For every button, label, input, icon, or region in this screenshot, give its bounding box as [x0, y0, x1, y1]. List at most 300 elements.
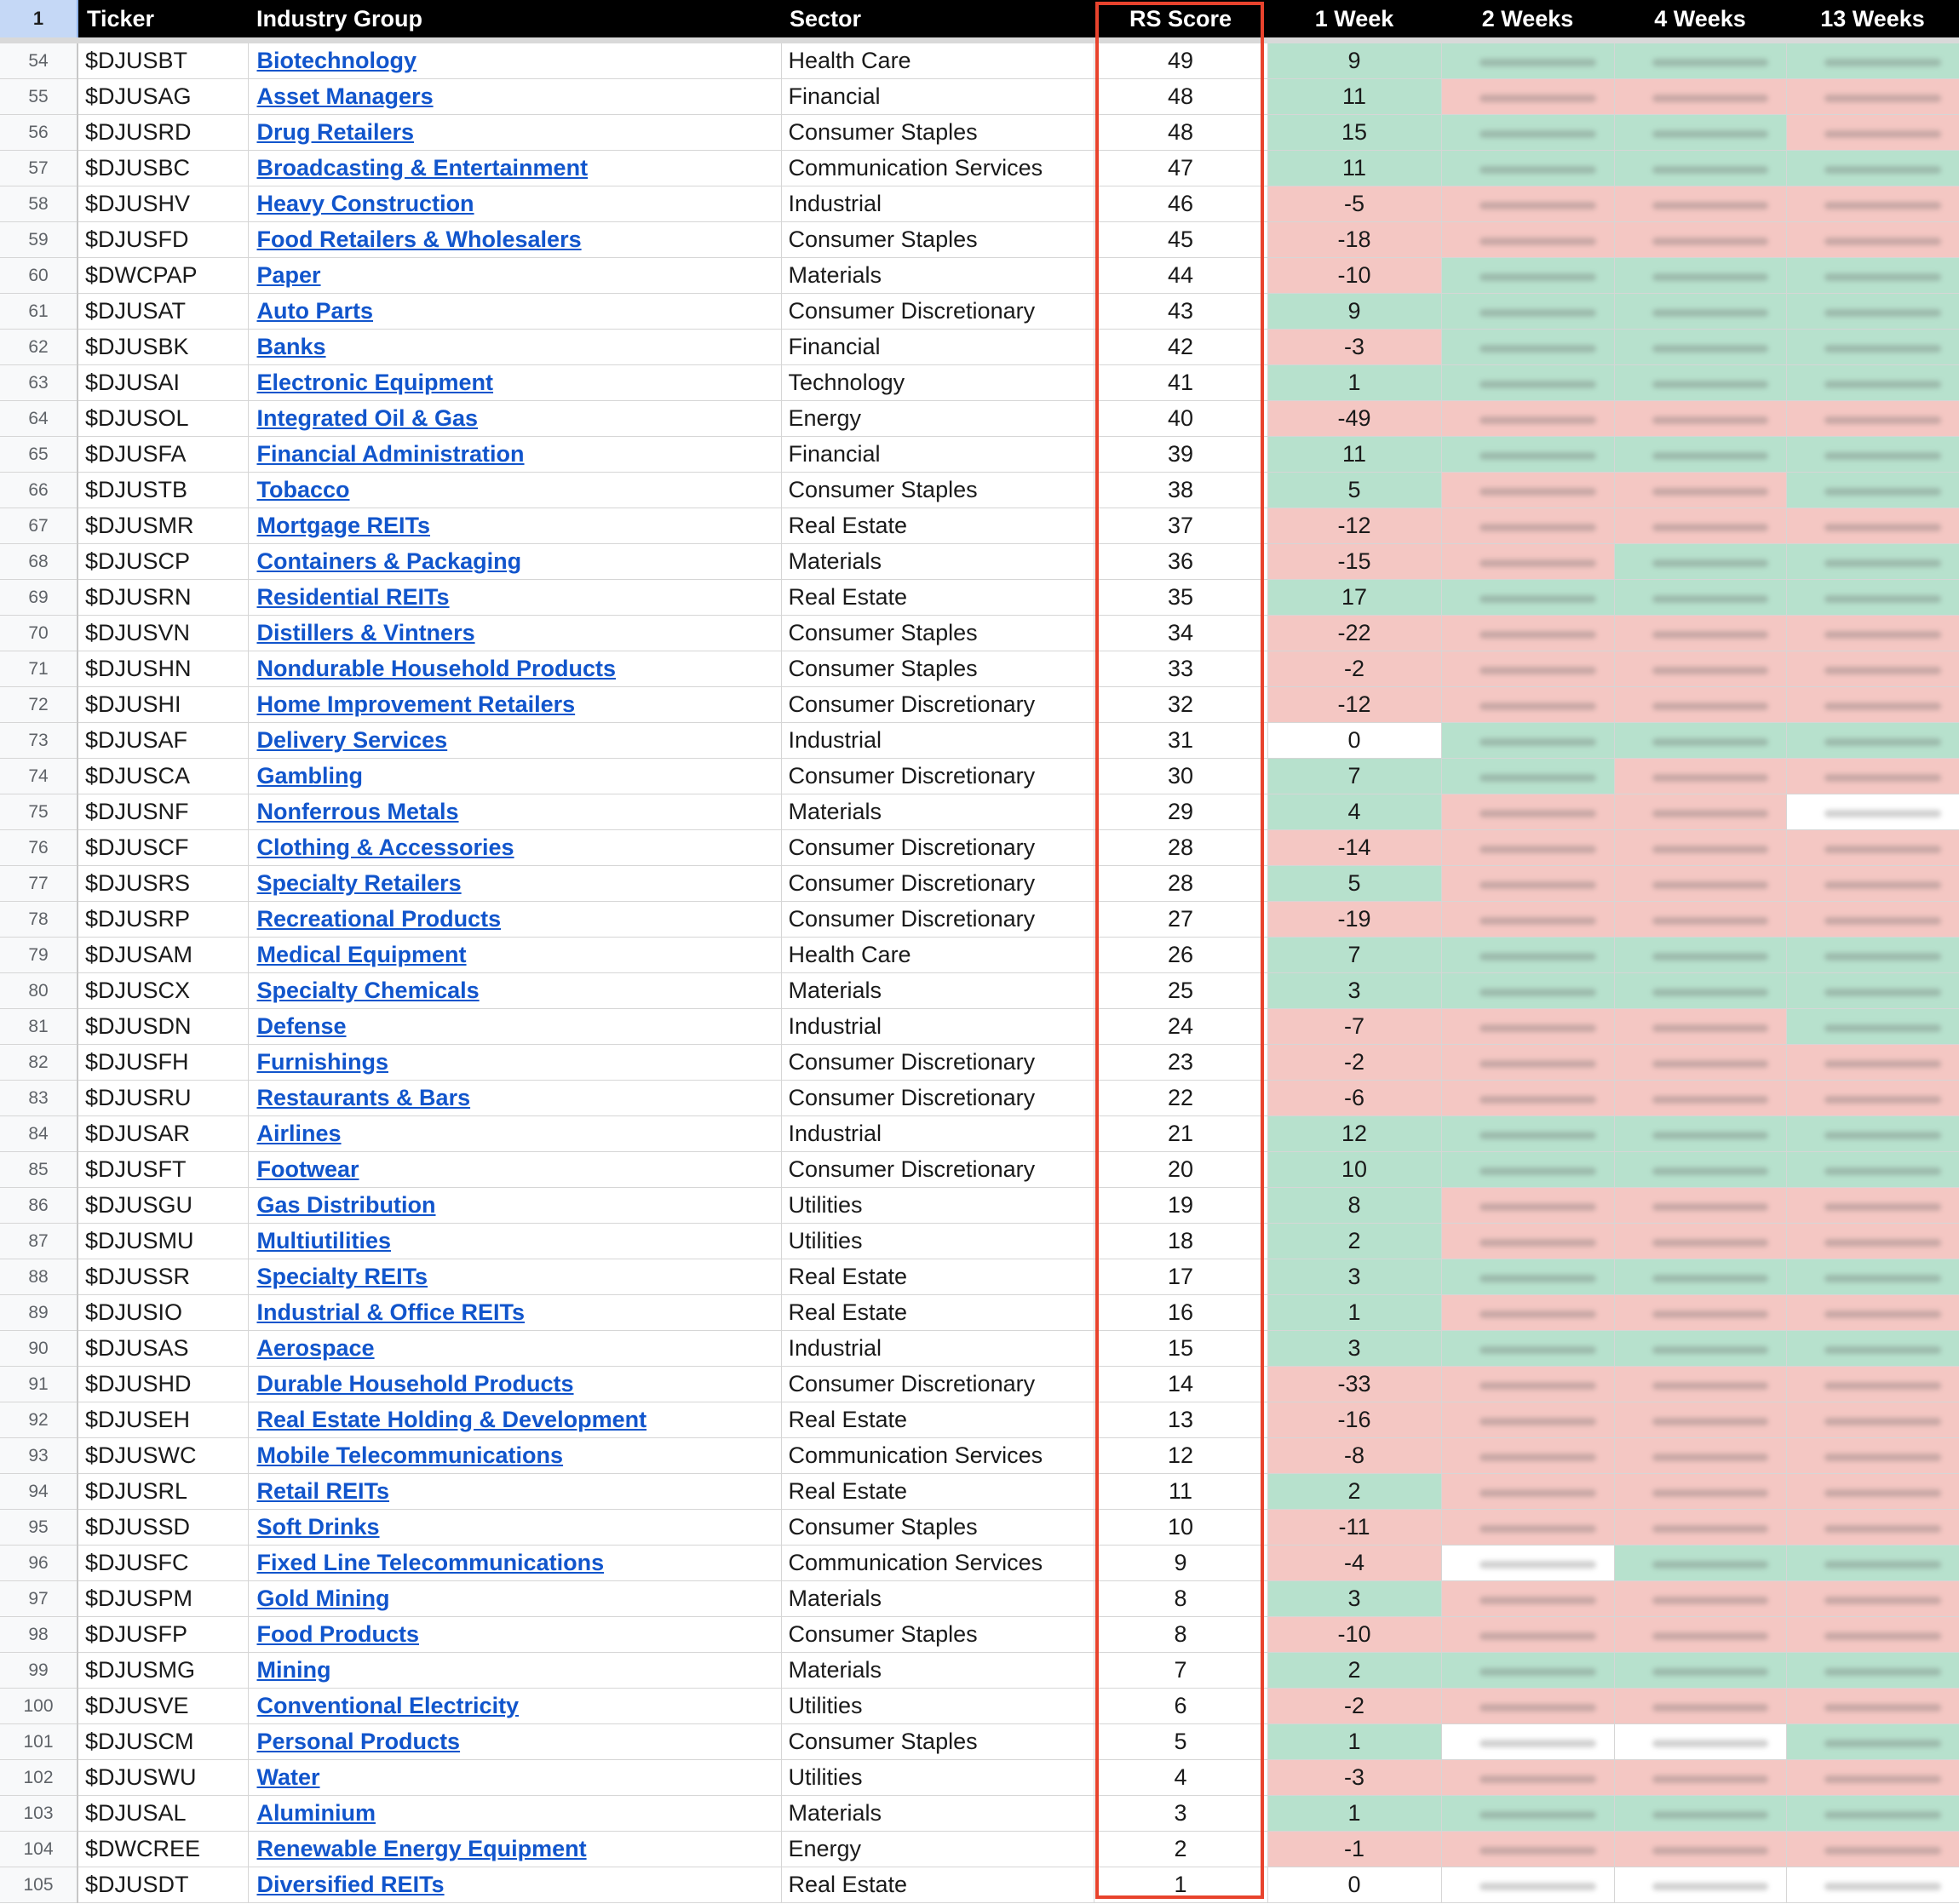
13-weeks-blurred-cell[interactable] — [1786, 294, 1959, 330]
sector-cell[interactable]: Consumer Staples — [781, 115, 1094, 151]
13-weeks-header[interactable]: 13 Weeks — [1786, 0, 1959, 41]
industry-group-link[interactable]: Biotechnology — [256, 48, 417, 73]
4-weeks-blurred-cell[interactable] — [1614, 1510, 1786, 1546]
row-number[interactable]: 63 — [0, 365, 78, 401]
sector-header[interactable]: Sector — [781, 0, 1094, 41]
sector-cell[interactable]: Real Estate — [781, 1867, 1094, 1903]
row-number[interactable]: 101 — [0, 1724, 78, 1760]
row-number[interactable]: 70 — [0, 616, 78, 651]
2-weeks-blurred-cell[interactable] — [1441, 687, 1614, 723]
industry-group-cell[interactable] — [248, 1689, 781, 1724]
ticker-cell[interactable]: $DJUSAT — [78, 294, 248, 330]
13-weeks-blurred-cell[interactable] — [1786, 794, 1959, 830]
industry-group-link[interactable]: Conventional Electricity — [256, 1693, 520, 1718]
4-weeks-blurred-cell[interactable] — [1614, 473, 1786, 508]
row-number[interactable]: 75 — [0, 794, 78, 830]
rs-score-cell[interactable]: 3 — [1094, 1796, 1267, 1832]
ticker-cell[interactable]: $DJUSDT — [78, 1867, 248, 1903]
row-number[interactable]: 79 — [0, 938, 78, 973]
2-weeks-blurred-cell[interactable] — [1441, 1689, 1614, 1724]
ticker-cell[interactable]: $DJUSIO — [78, 1295, 248, 1331]
rs-score-cell[interactable]: 41 — [1094, 365, 1267, 401]
sector-cell[interactable]: Consumer Staples — [781, 1617, 1094, 1653]
week-1-change-cell[interactable]: -7 — [1267, 1009, 1441, 1045]
13-weeks-blurred-cell[interactable] — [1786, 1724, 1959, 1760]
rs-score-cell[interactable]: 34 — [1094, 616, 1267, 651]
industry-group-link[interactable]: Specialty Chemicals — [256, 978, 480, 1003]
industry-group-cell[interactable] — [248, 151, 781, 186]
rs-score-cell[interactable]: 4 — [1094, 1760, 1267, 1796]
row-number-header[interactable]: 1 — [0, 0, 78, 41]
industry-group-cell[interactable] — [248, 1259, 781, 1295]
13-weeks-blurred-cell[interactable] — [1786, 1617, 1959, 1653]
13-weeks-blurred-cell[interactable] — [1786, 830, 1959, 866]
ticker-cell[interactable]: $DJUSBK — [78, 330, 248, 365]
week-1-change-cell[interactable]: 5 — [1267, 866, 1441, 902]
week-1-change-cell[interactable]: -14 — [1267, 830, 1441, 866]
row-number[interactable]: 56 — [0, 115, 78, 151]
sector-cell[interactable]: Consumer Discretionary — [781, 759, 1094, 794]
industry-group-link[interactable]: Medical Equipment — [256, 942, 467, 967]
2-weeks-blurred-cell[interactable] — [1441, 616, 1614, 651]
industry-group-link[interactable]: Electronic Equipment — [256, 370, 494, 395]
row-number[interactable]: 94 — [0, 1474, 78, 1510]
4-weeks-blurred-cell[interactable] — [1614, 508, 1786, 544]
industry-group-cell[interactable] — [248, 401, 781, 437]
13-weeks-blurred-cell[interactable] — [1786, 1546, 1959, 1581]
4-weeks-blurred-cell[interactable] — [1614, 723, 1786, 759]
row-number[interactable]: 78 — [0, 902, 78, 938]
industry-group-cell[interactable] — [248, 1367, 781, 1402]
2-weeks-blurred-cell[interactable] — [1441, 222, 1614, 258]
4-weeks-blurred-cell[interactable] — [1614, 1653, 1786, 1689]
sector-cell[interactable]: Communication Services — [781, 151, 1094, 186]
industry-group-link[interactable]: Recreational Products — [256, 906, 502, 932]
sector-cell[interactable]: Consumer Staples — [781, 1724, 1094, 1760]
ticker-cell[interactable]: $DJUSRL — [78, 1474, 248, 1510]
industry-group-cell[interactable] — [248, 544, 781, 580]
industry-group-cell[interactable] — [248, 1438, 781, 1474]
row-number[interactable]: 66 — [0, 473, 78, 508]
week-1-change-cell[interactable]: -2 — [1267, 651, 1441, 687]
4-weeks-blurred-cell[interactable] — [1614, 1081, 1786, 1116]
week-1-change-cell[interactable]: 10 — [1267, 1152, 1441, 1188]
week-1-change-cell[interactable]: 11 — [1267, 151, 1441, 186]
sector-cell[interactable]: Utilities — [781, 1224, 1094, 1259]
rs-score-cell[interactable]: 40 — [1094, 401, 1267, 437]
13-weeks-blurred-cell[interactable] — [1786, 759, 1959, 794]
industry-group-link[interactable]: Home Improvement Retailers — [256, 691, 576, 717]
2-weeks-blurred-cell[interactable] — [1441, 1402, 1614, 1438]
week-1-change-cell[interactable]: 8 — [1267, 1188, 1441, 1224]
row-number[interactable]: 86 — [0, 1188, 78, 1224]
industry-group-cell[interactable] — [248, 1653, 781, 1689]
rs-score-cell[interactable]: 44 — [1094, 258, 1267, 294]
sector-cell[interactable]: Financial — [781, 437, 1094, 473]
row-number[interactable]: 88 — [0, 1259, 78, 1295]
rs-score-cell[interactable]: 33 — [1094, 651, 1267, 687]
industry-group-link[interactable]: Delivery Services — [256, 727, 448, 753]
rs-score-cell[interactable]: 20 — [1094, 1152, 1267, 1188]
ticker-cell[interactable]: $DJUSCX — [78, 973, 248, 1009]
industry-group-link[interactable]: Gambling — [256, 763, 364, 789]
4-weeks-blurred-cell[interactable] — [1614, 401, 1786, 437]
rs-score-cell[interactable]: 46 — [1094, 186, 1267, 222]
4-weeks-blurred-cell[interactable] — [1614, 1581, 1786, 1617]
industry-group-cell[interactable] — [248, 651, 781, 687]
13-weeks-blurred-cell[interactable] — [1786, 401, 1959, 437]
row-number[interactable]: 90 — [0, 1331, 78, 1367]
2-weeks-blurred-cell[interactable] — [1441, 723, 1614, 759]
4-weeks-blurred-cell[interactable] — [1614, 437, 1786, 473]
industry-group-cell[interactable] — [248, 1045, 781, 1081]
industry-group-link[interactable]: Drug Retailers — [256, 119, 415, 145]
2-weeks-blurred-cell[interactable] — [1441, 186, 1614, 222]
industry-group-cell[interactable] — [248, 1474, 781, 1510]
13-weeks-blurred-cell[interactable] — [1786, 1689, 1959, 1724]
industry-group-cell[interactable] — [248, 473, 781, 508]
row-number[interactable]: 55 — [0, 79, 78, 115]
row-number[interactable]: 104 — [0, 1832, 78, 1867]
week-1-change-cell[interactable]: 4 — [1267, 794, 1441, 830]
ticker-cell[interactable]: $DJUSCF — [78, 830, 248, 866]
industry-group-link[interactable]: Distillers & Vintners — [256, 620, 475, 645]
rs-score-cell[interactable]: 31 — [1094, 723, 1267, 759]
13-weeks-blurred-cell[interactable] — [1786, 508, 1959, 544]
rs-score-cell[interactable]: 10 — [1094, 1510, 1267, 1546]
row-number[interactable]: 61 — [0, 294, 78, 330]
ticker-cell[interactable]: $DJUSHN — [78, 651, 248, 687]
rs-score-cell[interactable]: 23 — [1094, 1045, 1267, 1081]
week-1-change-cell[interactable]: -3 — [1267, 1760, 1441, 1796]
industry-group-link[interactable]: Nonferrous Metals — [256, 799, 459, 824]
industry-group-link[interactable]: Containers & Packaging — [256, 548, 522, 574]
rs-score-cell[interactable]: 14 — [1094, 1367, 1267, 1402]
2-weeks-blurred-cell[interactable] — [1441, 1045, 1614, 1081]
rs-score-cell[interactable]: 47 — [1094, 151, 1267, 186]
rs-score-cell[interactable]: 18 — [1094, 1224, 1267, 1259]
week-1-change-cell[interactable]: -8 — [1267, 1438, 1441, 1474]
2-weeks-blurred-cell[interactable] — [1441, 473, 1614, 508]
rs-score-cell[interactable]: 13 — [1094, 1402, 1267, 1438]
industry-group-cell[interactable] — [248, 41, 781, 79]
2-weeks-blurred-cell[interactable] — [1441, 1152, 1614, 1188]
2-weeks-blurred-cell[interactable] — [1441, 1546, 1614, 1581]
4-weeks-blurred-cell[interactable] — [1614, 1367, 1786, 1402]
ticker-cell[interactable]: $DJUSFH — [78, 1045, 248, 1081]
2-weeks-blurred-cell[interactable] — [1441, 651, 1614, 687]
13-weeks-blurred-cell[interactable] — [1786, 115, 1959, 151]
2-weeks-blurred-cell[interactable] — [1441, 1009, 1614, 1045]
2-weeks-blurred-cell[interactable] — [1441, 1581, 1614, 1617]
4-weeks-blurred-cell[interactable] — [1614, 1045, 1786, 1081]
sector-cell[interactable]: Utilities — [781, 1188, 1094, 1224]
sector-cell[interactable]: Real Estate — [781, 1295, 1094, 1331]
row-number[interactable]: 76 — [0, 830, 78, 866]
industry-group-cell[interactable] — [248, 794, 781, 830]
4-weeks-blurred-cell[interactable] — [1614, 1259, 1786, 1295]
week-1-change-cell[interactable]: 3 — [1267, 973, 1441, 1009]
13-weeks-blurred-cell[interactable] — [1786, 473, 1959, 508]
sector-cell[interactable]: Consumer Discretionary — [781, 902, 1094, 938]
industry-group-cell[interactable] — [248, 79, 781, 115]
2-weeks-blurred-cell[interactable] — [1441, 938, 1614, 973]
week-1-change-cell[interactable]: 1 — [1267, 1295, 1441, 1331]
row-number[interactable]: 68 — [0, 544, 78, 580]
week-1-change-cell[interactable]: 7 — [1267, 759, 1441, 794]
4-weeks-blurred-cell[interactable] — [1614, 1760, 1786, 1796]
4-weeks-blurred-cell[interactable] — [1614, 1438, 1786, 1474]
2-weeks-blurred-cell[interactable] — [1441, 1653, 1614, 1689]
2-weeks-blurred-cell[interactable] — [1441, 973, 1614, 1009]
rs-score-cell[interactable]: 25 — [1094, 973, 1267, 1009]
rs-score-cell[interactable]: 16 — [1094, 1295, 1267, 1331]
sector-cell[interactable]: Industrial — [781, 1009, 1094, 1045]
1-week-header[interactable]: 1 Week — [1267, 0, 1441, 41]
industry-group-header[interactable]: Industry Group — [248, 0, 781, 41]
week-1-change-cell[interactable]: 9 — [1267, 41, 1441, 79]
row-number[interactable]: 74 — [0, 759, 78, 794]
week-1-change-cell[interactable]: -12 — [1267, 508, 1441, 544]
week-1-change-cell[interactable]: 0 — [1267, 1867, 1441, 1903]
sector-cell[interactable]: Materials — [781, 544, 1094, 580]
rs-score-cell[interactable]: 22 — [1094, 1081, 1267, 1116]
13-weeks-blurred-cell[interactable] — [1786, 365, 1959, 401]
4-weeks-blurred-cell[interactable] — [1614, 580, 1786, 616]
13-weeks-blurred-cell[interactable] — [1786, 723, 1959, 759]
sector-cell[interactable]: Communication Services — [781, 1438, 1094, 1474]
2-weeks-blurred-cell[interactable] — [1441, 1438, 1614, 1474]
industry-group-cell[interactable] — [248, 186, 781, 222]
week-1-change-cell[interactable]: 0 — [1267, 723, 1441, 759]
week-1-change-cell[interactable]: 15 — [1267, 115, 1441, 151]
rs-score-cell[interactable]: 48 — [1094, 115, 1267, 151]
rs-score-cell[interactable]: 45 — [1094, 222, 1267, 258]
industry-group-link[interactable]: Mobile Telecommunications — [256, 1442, 564, 1468]
ticker-cell[interactable]: $DJUSVE — [78, 1689, 248, 1724]
industry-group-link[interactable]: Diversified REITs — [256, 1872, 445, 1897]
4-weeks-blurred-cell[interactable] — [1614, 1724, 1786, 1760]
ticker-cell[interactable]: $DJUSCA — [78, 759, 248, 794]
2-weeks-blurred-cell[interactable] — [1441, 1832, 1614, 1867]
industry-group-cell[interactable] — [248, 938, 781, 973]
week-1-change-cell[interactable]: -2 — [1267, 1045, 1441, 1081]
industry-group-link[interactable]: Auto Parts — [256, 298, 374, 324]
industry-group-link[interactable]: Real Estate Holding & Development — [256, 1407, 647, 1432]
13-weeks-blurred-cell[interactable] — [1786, 1259, 1959, 1295]
row-number[interactable]: 67 — [0, 508, 78, 544]
2-weeks-blurred-cell[interactable] — [1441, 1116, 1614, 1152]
4-weeks-blurred-cell[interactable] — [1614, 866, 1786, 902]
4-weeks-blurred-cell[interactable] — [1614, 1188, 1786, 1224]
13-weeks-blurred-cell[interactable] — [1786, 1009, 1959, 1045]
week-1-change-cell[interactable]: -18 — [1267, 222, 1441, 258]
sector-cell[interactable]: Utilities — [781, 1760, 1094, 1796]
row-number[interactable]: 89 — [0, 1295, 78, 1331]
sector-cell[interactable]: Consumer Discretionary — [781, 1045, 1094, 1081]
industry-group-link[interactable]: Broadcasting & Entertainment — [256, 155, 589, 181]
13-weeks-blurred-cell[interactable] — [1786, 1581, 1959, 1617]
2-weeks-blurred-cell[interactable] — [1441, 294, 1614, 330]
rs-score-cell[interactable]: 7 — [1094, 1653, 1267, 1689]
sector-cell[interactable]: Industrial — [781, 1116, 1094, 1152]
4-weeks-blurred-cell[interactable] — [1614, 687, 1786, 723]
week-1-change-cell[interactable]: -10 — [1267, 258, 1441, 294]
industry-group-link[interactable]: Soft Drinks — [256, 1514, 380, 1540]
4-weeks-blurred-cell[interactable] — [1614, 759, 1786, 794]
2-weeks-blurred-cell[interactable] — [1441, 1188, 1614, 1224]
industry-group-cell[interactable] — [248, 330, 781, 365]
rs-score-cell[interactable]: 5 — [1094, 1724, 1267, 1760]
4-weeks-blurred-cell[interactable] — [1614, 1295, 1786, 1331]
sector-cell[interactable]: Health Care — [781, 41, 1094, 79]
4-weeks-blurred-cell[interactable] — [1614, 1546, 1786, 1581]
rs-score-cell[interactable]: 26 — [1094, 938, 1267, 973]
week-1-change-cell[interactable]: -49 — [1267, 401, 1441, 437]
week-1-change-cell[interactable]: 3 — [1267, 1331, 1441, 1367]
13-weeks-blurred-cell[interactable] — [1786, 616, 1959, 651]
sector-cell[interactable]: Materials — [781, 1581, 1094, 1617]
industry-group-link[interactable]: Mortgage REITs — [256, 513, 431, 538]
13-weeks-blurred-cell[interactable] — [1786, 41, 1959, 79]
industry-group-link[interactable]: Mining — [256, 1657, 331, 1683]
13-weeks-blurred-cell[interactable] — [1786, 1331, 1959, 1367]
4-weeks-blurred-cell[interactable] — [1614, 115, 1786, 151]
rs-score-cell[interactable]: 15 — [1094, 1331, 1267, 1367]
2-weeks-blurred-cell[interactable] — [1441, 1867, 1614, 1903]
industry-group-link[interactable]: Personal Products — [256, 1729, 461, 1754]
13-weeks-blurred-cell[interactable] — [1786, 1224, 1959, 1259]
13-weeks-blurred-cell[interactable] — [1786, 1045, 1959, 1081]
rs-score-cell[interactable]: 8 — [1094, 1617, 1267, 1653]
4-weeks-blurred-cell[interactable] — [1614, 1402, 1786, 1438]
13-weeks-blurred-cell[interactable] — [1786, 1474, 1959, 1510]
sector-cell[interactable]: Consumer Discretionary — [781, 1152, 1094, 1188]
13-weeks-blurred-cell[interactable] — [1786, 258, 1959, 294]
industry-group-link[interactable]: Renewable Energy Equipment — [256, 1836, 587, 1861]
sector-cell[interactable]: Energy — [781, 1832, 1094, 1867]
sector-cell[interactable]: Utilities — [781, 1689, 1094, 1724]
2-weeks-blurred-cell[interactable] — [1441, 866, 1614, 902]
industry-group-cell[interactable] — [248, 759, 781, 794]
rs-score-cell[interactable]: 37 — [1094, 508, 1267, 544]
4-weeks-blurred-cell[interactable] — [1614, 1474, 1786, 1510]
row-number[interactable]: 99 — [0, 1653, 78, 1689]
week-1-change-cell[interactable]: 2 — [1267, 1224, 1441, 1259]
row-number[interactable]: 83 — [0, 1081, 78, 1116]
week-1-change-cell[interactable]: 9 — [1267, 294, 1441, 330]
industry-group-cell[interactable] — [248, 616, 781, 651]
industry-group-cell[interactable] — [248, 830, 781, 866]
ticker-cell[interactable]: $DJUSGU — [78, 1188, 248, 1224]
ticker-cell[interactable]: $DJUSAI — [78, 365, 248, 401]
industry-group-link[interactable]: Airlines — [256, 1121, 342, 1146]
industry-group-link[interactable]: Nondurable Household Products — [256, 656, 617, 681]
2-weeks-blurred-cell[interactable] — [1441, 79, 1614, 115]
industry-group-cell[interactable] — [248, 294, 781, 330]
13-weeks-blurred-cell[interactable] — [1786, 1081, 1959, 1116]
sector-cell[interactable]: Materials — [781, 258, 1094, 294]
week-1-change-cell[interactable]: -3 — [1267, 330, 1441, 365]
sector-cell[interactable]: Consumer Discretionary — [781, 687, 1094, 723]
rs-score-cell[interactable]: 24 — [1094, 1009, 1267, 1045]
sector-cell[interactable]: Consumer Staples — [781, 651, 1094, 687]
13-weeks-blurred-cell[interactable] — [1786, 1188, 1959, 1224]
industry-group-link[interactable]: Gold Mining — [256, 1586, 390, 1611]
sector-cell[interactable]: Consumer Discretionary — [781, 1367, 1094, 1402]
4-weeks-blurred-cell[interactable] — [1614, 616, 1786, 651]
sector-cell[interactable]: Industrial — [781, 186, 1094, 222]
4-weeks-blurred-cell[interactable] — [1614, 794, 1786, 830]
4-weeks-blurred-cell[interactable] — [1614, 1867, 1786, 1903]
industry-group-link[interactable]: Paper — [256, 262, 321, 288]
sector-cell[interactable]: Consumer Discretionary — [781, 866, 1094, 902]
2-weeks-header[interactable]: 2 Weeks — [1441, 0, 1614, 41]
ticker-cell[interactable]: $DJUSWC — [78, 1438, 248, 1474]
ticker-cell[interactable]: $DJUSDN — [78, 1009, 248, 1045]
ticker-cell[interactable]: $DJUSFA — [78, 437, 248, 473]
industry-group-cell[interactable] — [248, 723, 781, 759]
ticker-cell[interactable]: $DJUSCP — [78, 544, 248, 580]
4-weeks-blurred-cell[interactable] — [1614, 1224, 1786, 1259]
row-number[interactable]: 105 — [0, 1867, 78, 1903]
row-number[interactable]: 103 — [0, 1796, 78, 1832]
2-weeks-blurred-cell[interactable] — [1441, 1617, 1614, 1653]
ticker-cell[interactable]: $DJUSFD — [78, 222, 248, 258]
2-weeks-blurred-cell[interactable] — [1441, 330, 1614, 365]
industry-group-cell[interactable] — [248, 1546, 781, 1581]
4-weeks-blurred-cell[interactable] — [1614, 79, 1786, 115]
ticker-cell[interactable]: $DWCREE — [78, 1832, 248, 1867]
row-number[interactable]: 93 — [0, 1438, 78, 1474]
industry-group-link[interactable]: Durable Household Products — [256, 1371, 574, 1396]
sector-cell[interactable]: Financial — [781, 330, 1094, 365]
rs-score-cell[interactable]: 17 — [1094, 1259, 1267, 1295]
industry-group-link[interactable]: Tobacco — [256, 477, 350, 502]
row-number[interactable]: 80 — [0, 973, 78, 1009]
row-number[interactable]: 97 — [0, 1581, 78, 1617]
ticker-cell[interactable]: $DJUSSD — [78, 1510, 248, 1546]
ticker-cell[interactable]: $DJUSSR — [78, 1259, 248, 1295]
ticker-cell[interactable]: $DJUSRU — [78, 1081, 248, 1116]
4-weeks-blurred-cell[interactable] — [1614, 938, 1786, 973]
row-number[interactable]: 71 — [0, 651, 78, 687]
industry-group-link[interactable]: Food Products — [256, 1621, 419, 1647]
sector-cell[interactable]: Materials — [781, 973, 1094, 1009]
4-weeks-header[interactable]: 4 Weeks — [1614, 0, 1786, 41]
sector-cell[interactable]: Materials — [781, 794, 1094, 830]
row-number[interactable]: 58 — [0, 186, 78, 222]
week-1-change-cell[interactable]: 2 — [1267, 1653, 1441, 1689]
industry-group-link[interactable]: Fixed Line Telecommunications — [256, 1550, 605, 1575]
rs-score-cell[interactable]: 21 — [1094, 1116, 1267, 1152]
13-weeks-blurred-cell[interactable] — [1786, 186, 1959, 222]
rs-score-cell[interactable]: 11 — [1094, 1474, 1267, 1510]
row-number[interactable]: 64 — [0, 401, 78, 437]
rs-score-cell[interactable]: 38 — [1094, 473, 1267, 508]
row-number[interactable]: 77 — [0, 866, 78, 902]
2-weeks-blurred-cell[interactable] — [1441, 1081, 1614, 1116]
week-1-change-cell[interactable]: -33 — [1267, 1367, 1441, 1402]
rs-score-cell[interactable]: 6 — [1094, 1689, 1267, 1724]
13-weeks-blurred-cell[interactable] — [1786, 1152, 1959, 1188]
rs-score-cell[interactable]: 27 — [1094, 902, 1267, 938]
industry-group-link[interactable]: Asset Managers — [256, 83, 434, 109]
ticker-cell[interactable]: $DJUSAR — [78, 1116, 248, 1152]
week-1-change-cell[interactable]: -1 — [1267, 1832, 1441, 1867]
ticker-cell[interactable]: $DJUSEH — [78, 1402, 248, 1438]
2-weeks-blurred-cell[interactable] — [1441, 580, 1614, 616]
